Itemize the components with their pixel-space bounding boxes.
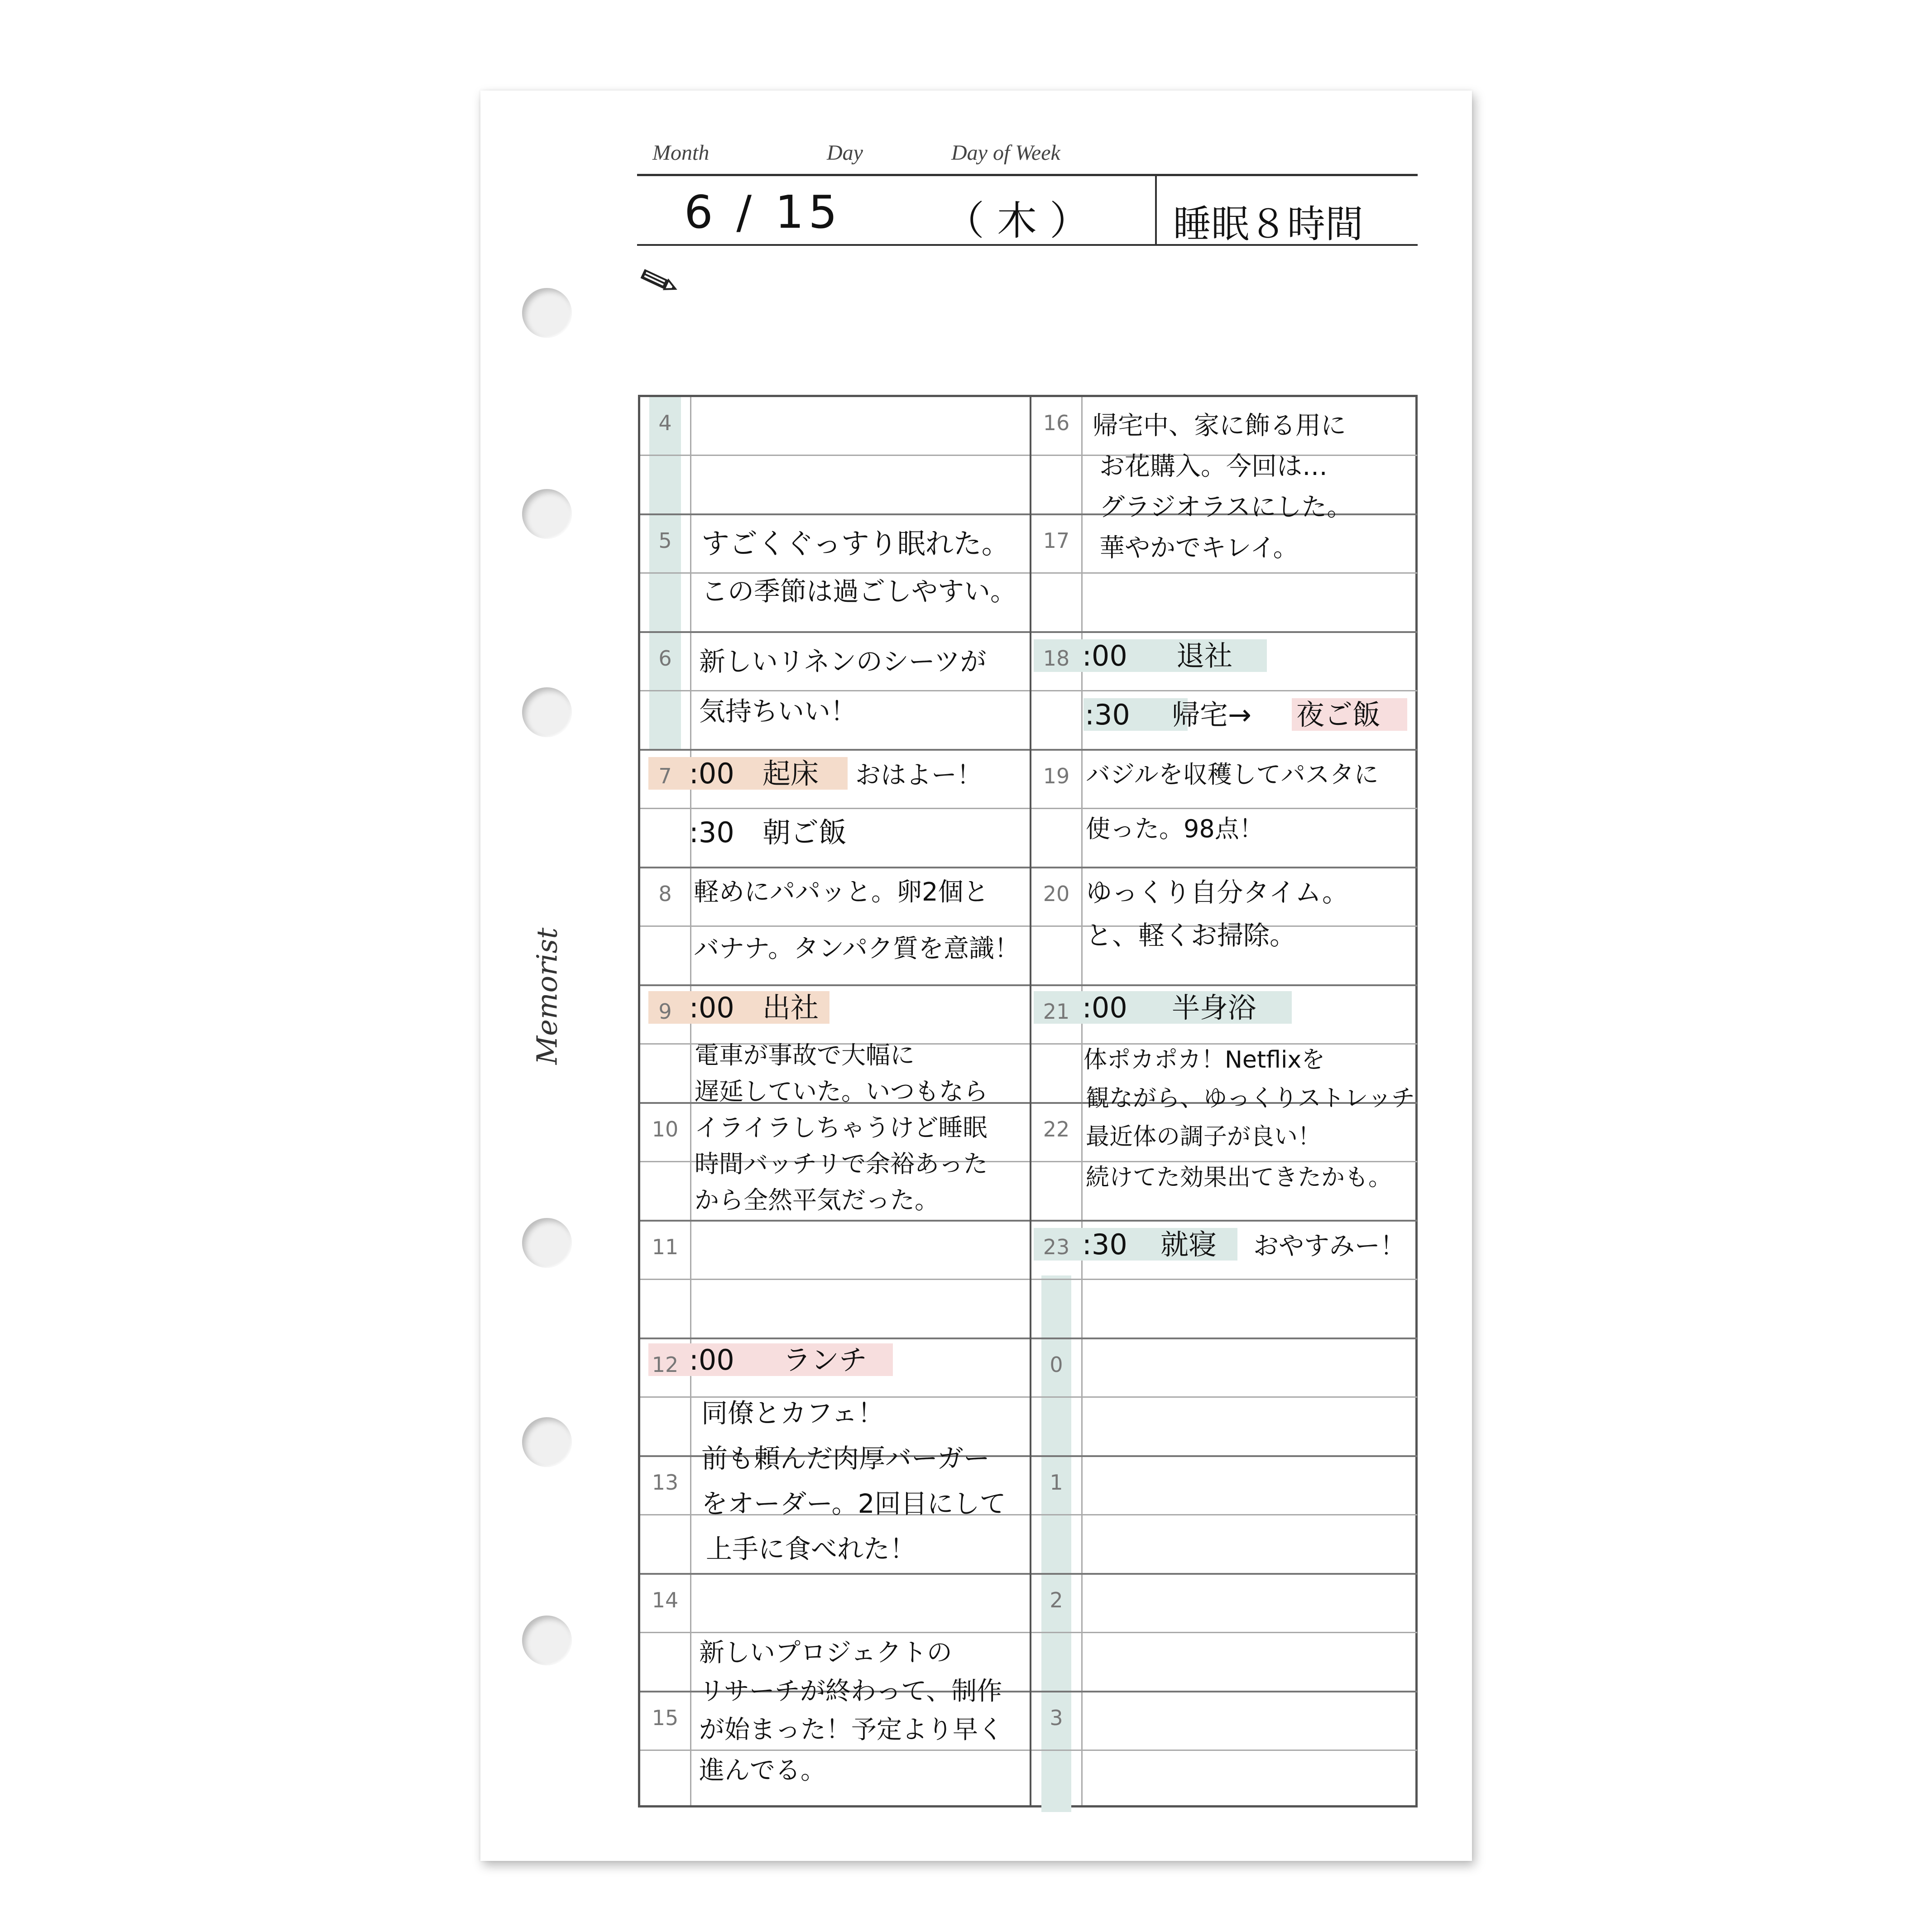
- entry-18-time: :00: [1082, 639, 1127, 672]
- entry-16-line1: 帰宅中、家に飾る用に: [1093, 411, 1346, 441]
- entry-12-time: :00: [689, 1343, 734, 1376]
- binder-hole: [522, 489, 572, 539]
- month-label: Month: [652, 141, 710, 165]
- entry-9-event: 出社: [762, 991, 819, 1024]
- entry-8-line2: バナナ。タンパク質を意識！: [694, 934, 1020, 964]
- hour-10: 10: [652, 1117, 679, 1141]
- entry-9-time: :00: [689, 991, 734, 1024]
- entry-16-line4: 華やかでキレイ。: [1099, 533, 1299, 563]
- hour-11: 11: [652, 1235, 679, 1259]
- entry-23-event: 就寝: [1160, 1228, 1217, 1261]
- entry-23-note: おやすみー！: [1253, 1232, 1405, 1261]
- binder-hole: [522, 1417, 572, 1467]
- entry-9-note2: 遅延していた。いつもなら: [695, 1077, 988, 1106]
- entry-14-note1: 新しいプロジェクトの: [699, 1638, 952, 1668]
- binder-hole: [522, 1218, 572, 1268]
- hour-12: 12: [652, 1352, 679, 1377]
- hour-9: 9: [658, 999, 672, 1024]
- entry-5-line1: すごくぐっすり眠れた。: [701, 527, 1010, 560]
- entry-9-note3: イライラしちゃうけど睡眠: [695, 1113, 988, 1142]
- date-value: 6 / 15: [684, 186, 842, 239]
- entry-12-note2: 前も頼んだ肉厚バーガー: [701, 1443, 990, 1474]
- entry-16-line3: グラジオラスにした。: [1099, 493, 1352, 522]
- day-of-week-label: Day of Week: [951, 141, 1060, 165]
- hour-1: 1: [1050, 1470, 1063, 1495]
- binder-hole: [522, 1616, 572, 1665]
- hour-13: 13: [652, 1470, 679, 1495]
- hour-3: 3: [1050, 1706, 1063, 1730]
- entry-730-time: :30: [689, 816, 734, 849]
- entry-12-note3: をオーダー。2回目にして: [701, 1488, 1006, 1519]
- entry-14-note2: リサーチが終わって、制作: [699, 1677, 1002, 1706]
- entry-6-line1: 新しいリネンのシーツが: [699, 646, 987, 677]
- entry-12-note1: 同僚とカフェ！: [701, 1398, 884, 1429]
- hour-0: 0: [1050, 1352, 1063, 1377]
- hour-5: 5: [658, 528, 672, 553]
- hour-22: 22: [1043, 1117, 1070, 1141]
- pencil-icon: [637, 267, 681, 296]
- entry-21-note1: 体ポカポカ！Netflixを: [1083, 1046, 1325, 1074]
- entry-1830-dinner: 夜ご飯: [1296, 698, 1381, 731]
- hour-6: 6: [658, 646, 672, 671]
- brand-logo: Memorist: [530, 927, 564, 1065]
- entry-8-line1: 軽めにパパッと。卵2個と: [694, 877, 989, 907]
- hour-19: 19: [1043, 764, 1070, 788]
- hour-17: 17: [1043, 528, 1070, 553]
- hour-4: 4: [658, 411, 672, 435]
- entry-6-line2: 気持ちいい！: [699, 696, 857, 727]
- header-memo: 睡眠８時間: [1173, 202, 1364, 246]
- entry-18-event: 退社: [1176, 639, 1233, 672]
- hour-20: 20: [1043, 882, 1070, 906]
- entry-14-note3: が始まった！予定より早く: [699, 1715, 1003, 1745]
- day-label: Day: [827, 141, 863, 165]
- entry-12-note4: 上手に食べれた！: [706, 1534, 916, 1564]
- entry-7-time: :00: [689, 757, 734, 790]
- hour-7: 7: [658, 764, 672, 788]
- entry-23-time: :30: [1082, 1228, 1127, 1261]
- entry-9-note1: 電車が事故で大幅に: [695, 1041, 915, 1069]
- hour-15: 15: [652, 1706, 679, 1730]
- entry-730-event: 朝ご飯: [762, 816, 847, 849]
- hour-21: 21: [1043, 999, 1070, 1024]
- entry-20-line2: と、軽くお掃除。: [1086, 920, 1296, 951]
- entry-12-event: ランチ: [783, 1343, 868, 1376]
- day-of-week-value: （ 木 ）: [944, 197, 1089, 244]
- entry-20-line1: ゆっくり自分タイム。: [1086, 877, 1349, 908]
- entry-7-note: おはよー！: [855, 761, 982, 790]
- header-separator: [1155, 175, 1157, 245]
- entry-1830-event: 帰宅→: [1172, 698, 1251, 731]
- right-column: [1030, 397, 1417, 1805]
- entry-19-line1: バジルを収穫してパスタに: [1086, 760, 1379, 789]
- entry-21-note2: 観ながら、ゆっくりストレッチ: [1086, 1085, 1415, 1112]
- entry-21-time: :00: [1082, 991, 1127, 1024]
- entry-21-note4: 続けてた効果出てきたかも。: [1086, 1164, 1392, 1191]
- hour-16: 16: [1043, 411, 1070, 435]
- entry-9-note4: 時間バッチリで余裕あった: [695, 1150, 988, 1178]
- entry-19-line2: 使った。98点！: [1086, 815, 1264, 843]
- hour-8: 8: [658, 882, 672, 906]
- schedule-grid: [638, 395, 1418, 1807]
- hour-2: 2: [1050, 1588, 1063, 1612]
- planner-page: [480, 91, 1472, 1861]
- binder-hole: [522, 288, 572, 338]
- entry-16-line2: お花購入。今回は…: [1099, 452, 1328, 481]
- binder-hole: [522, 687, 572, 737]
- entry-21-note3: 最近体の調子が良い！: [1086, 1123, 1322, 1151]
- entry-14-note4: 進んでる。: [699, 1756, 826, 1785]
- entry-7-event: 起床: [762, 757, 819, 790]
- sleep-band: [649, 397, 681, 750]
- entry-1830-time: :30: [1085, 698, 1130, 731]
- entry-9-note5: から全然平気だった。: [695, 1186, 939, 1214]
- left-column: [640, 397, 1030, 1805]
- entry-21-event: 半身浴: [1172, 991, 1256, 1024]
- entry-5-line2: この季節は過ごしやすい。: [701, 576, 1017, 607]
- hour-18: 18: [1043, 646, 1070, 671]
- hour-23: 23: [1043, 1235, 1070, 1259]
- hour-14: 14: [652, 1588, 679, 1612]
- header-top-rule: [637, 174, 1418, 176]
